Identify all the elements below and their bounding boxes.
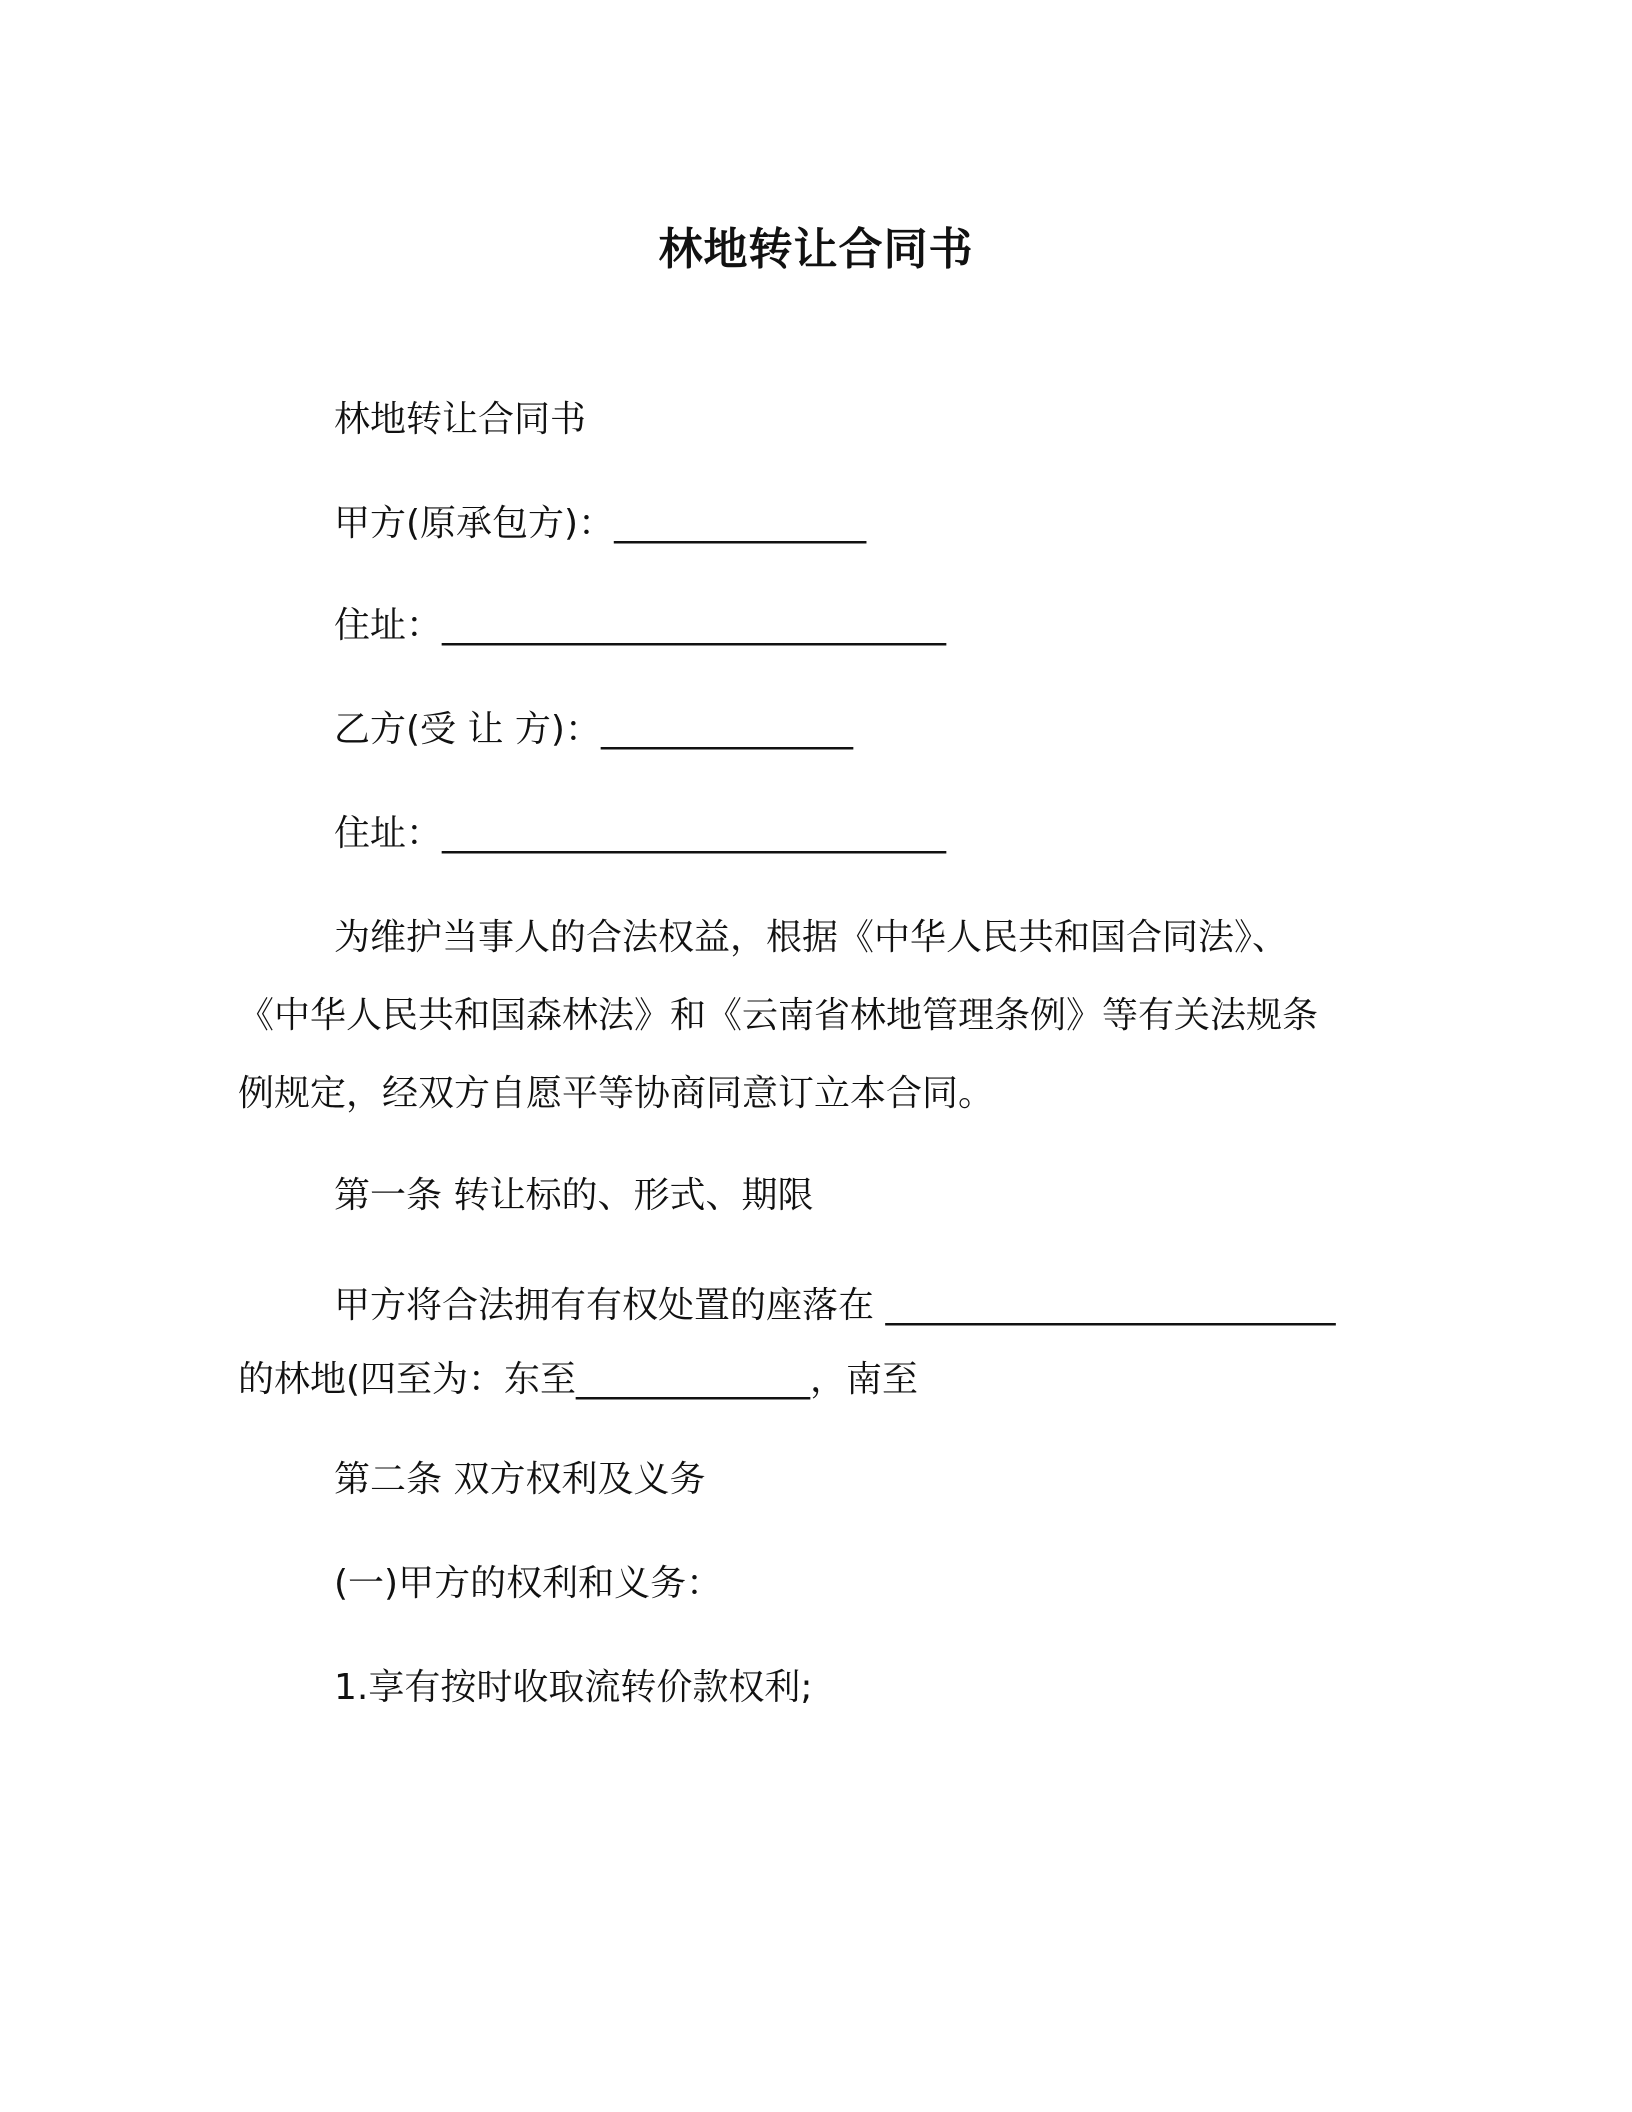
- preamble-line-2: 《中华人民共和国森林法》和《云南省林地管理条例》等有关法规条: [238, 995, 1319, 1036]
- document-title: 林地转让合同书: [658, 224, 974, 275]
- party-b-address-field: 住址：____________________________: [334, 813, 947, 854]
- article-2-heading: 第二条 双方权利及义务: [334, 1459, 706, 1500]
- contract-heading: 林地转让合同书: [334, 399, 587, 440]
- preamble-line-1: 为维护当事人的合法权益，根据《中华人民共和国合同法》、: [334, 917, 1289, 958]
- party-a-address-field: 住址：____________________________: [334, 605, 947, 646]
- article-1-line-1: 甲方将合法拥有有权处置的座落在 _________________________: [334, 1285, 1336, 1326]
- preamble-line-3: 例规定，经双方自愿平等协商同意订立本合同。: [238, 1073, 995, 1114]
- article-1-line-2: 的林地(四至为：东至_____________，南至: [238, 1359, 919, 1400]
- party-a-field: 甲方(原承包方)：______________: [334, 503, 867, 544]
- section-1-heading: (一)甲方的权利和义务：: [334, 1563, 723, 1604]
- list-item-1: 1.享有按时收取流转价款权利;: [334, 1667, 813, 1708]
- article-1-heading: 第一条 转让标的、形式、期限: [334, 1175, 814, 1216]
- party-b-field: 乙方(受 让 方)：______________: [334, 709, 853, 750]
